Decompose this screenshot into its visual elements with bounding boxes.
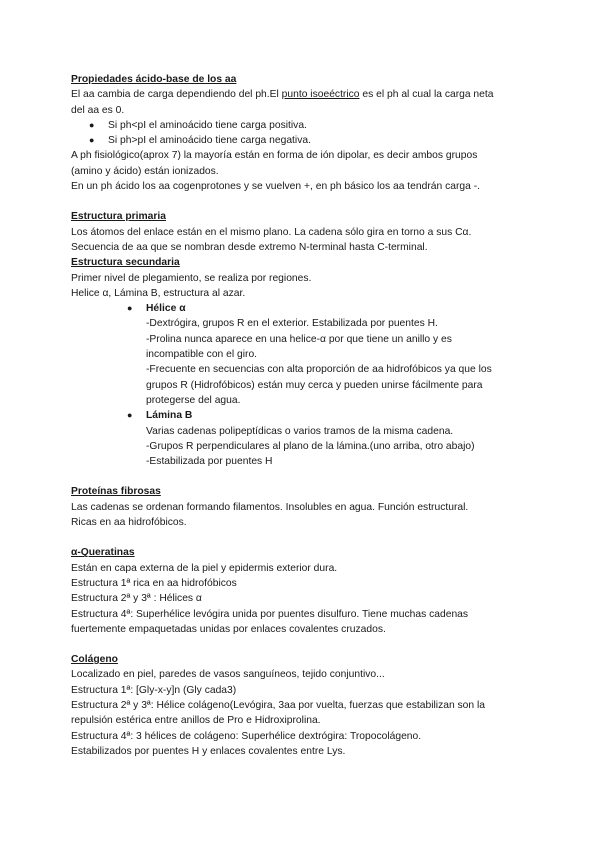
heading-estructura-secundaria: Estructura secundaria <box>71 257 180 269</box>
paragraph-line: En un ph ácido los aa cogenprotones y se vuelven +, en ph básico los aa tendrán carga -. <box>71 181 480 193</box>
bullet-item: ● Si ph>pI el aminoácido tiene carga negativa. <box>71 133 541 148</box>
paragraph-line: (amino y ácido) están ionizados. <box>71 165 219 177</box>
paragraph-line: A ph fisiológico(aprox 7) la mayoría están en forma de ión dipolar, es decir ambos grupos <box>71 150 478 162</box>
paragraph-line: -Estabilizada por puentes H <box>146 456 273 468</box>
document-page <box>71 72 541 759</box>
paragraph-line: Varias cadenas polipeptídicas o varios tramos de la misma cadena. <box>146 425 454 437</box>
paragraph-line: Estructura 1ª: [Gly-x-y]n (Gly cada3) <box>71 684 237 696</box>
paragraph-line: Estabilizados por puentes H y enlaces covalentes entre Lys. <box>71 745 346 757</box>
heading-colageno: Colágeno <box>71 654 118 666</box>
paragraph-line: Ricas en aa hidrofóbicos. <box>71 517 187 529</box>
paragraph-line: Localizado en piel, paredes de vasos sanguíneos, tejido conjuntivo... <box>71 669 385 681</box>
bullet-dot: ● <box>89 135 95 146</box>
paragraph-line: -Grupos R perpendiculares al plano de la lámina.(uno arriba, otro abajo) <box>146 440 475 452</box>
paragraph-line: Están en capa externa de la piel y epidermis exterior dura. <box>71 562 338 574</box>
punto-isoelectrico-term: punto isoeéctrico <box>281 89 360 101</box>
paragraph-line: repulsión estérica entre anillos de Pro e Hidroxiprolina. <box>71 715 321 727</box>
heading-proteinas-fibrosas: Proteínas fibrosas <box>71 486 161 498</box>
bullet-dot: ● <box>127 303 133 314</box>
paragraph-line: Las cadenas se ordenan formando filamentos. Insolubles en agua. Función estructural. <box>71 501 469 513</box>
paragraph-line: -Prolina nunca aparece en una helice-α por que tiene un anillo y es <box>146 333 452 345</box>
heading-queratinas: α-Queratinas <box>71 547 135 559</box>
paragraph-line: Estructura 1ª rica en aa hidrofóbicos <box>71 577 237 589</box>
heading-propiedades: Propiedades ácido-base de los aa <box>71 74 237 85</box>
paragraph-line: fuertemente empaquetadas unidas por enlaces covalentes cruzados. <box>71 623 386 635</box>
paragraph-line: del aa es 0. <box>71 104 125 116</box>
bullet-dot: ● <box>127 410 133 421</box>
paragraph-line: grupos R (Hidrofóbicos) están muy cerca y pueden unirse fácilmente para <box>146 379 483 391</box>
paragraph-line: Los átomos del enlace están en el mismo plano. La cadena sólo gira en torno a sus Cα. <box>71 226 472 238</box>
paragraph-line: Primer nivel de plegamiento, se realiza por regiones. <box>71 272 312 284</box>
paragraph-line: El aa cambia de carga dependiendo del ph.El punto isoeéctrico es el ph al cual la carga neta <box>71 89 494 101</box>
paragraph-line: Estructura 4ª: Superhélice levógira unida por puentes disulfuro. Tiene muchas cadenas <box>71 608 469 620</box>
paragraph-line: protegerse del agua. <box>146 394 241 406</box>
bullet-item: ● Si ph<pI el aminoácido tiene carga positiva. <box>71 118 541 133</box>
bullet-item-helice: ● Hélice α <box>71 301 541 316</box>
paragraph-line: Helice α, Lámina B, estructura al azar. <box>71 287 246 299</box>
paragraph-line: incompatible con el giro. <box>146 349 258 361</box>
paragraph-line: Estructura 2ª y 3ª : Hélices α <box>71 593 202 605</box>
paragraph-line: -Dextrógira, grupos R en el exterior. Estabilizada por puentes H. <box>146 318 438 330</box>
paragraph-line: Estructura 4ª: 3 hélices de colágeno: Superhélice dextrógira: Tropocolágeno. <box>71 730 422 742</box>
paragraph-line: Secuencia de aa que se nombran desde extremo N-terminal hasta C-terminal. <box>71 241 428 253</box>
heading-estructura-primaria: Estructura primaria <box>71 211 166 223</box>
paragraph-line: Estructura 2ª y 3ª: Hélice colágeno(Levógira, 3aa por vuelta, fuerzas que estabilizan son la <box>71 699 486 711</box>
bullet-dot: ● <box>89 119 95 130</box>
bullet-item-lamina: ● Lámina B <box>71 408 541 423</box>
paragraph-line: -Frecuente en secuencias con alta proporción de aa hidrofóbicos ya que los <box>146 364 492 376</box>
